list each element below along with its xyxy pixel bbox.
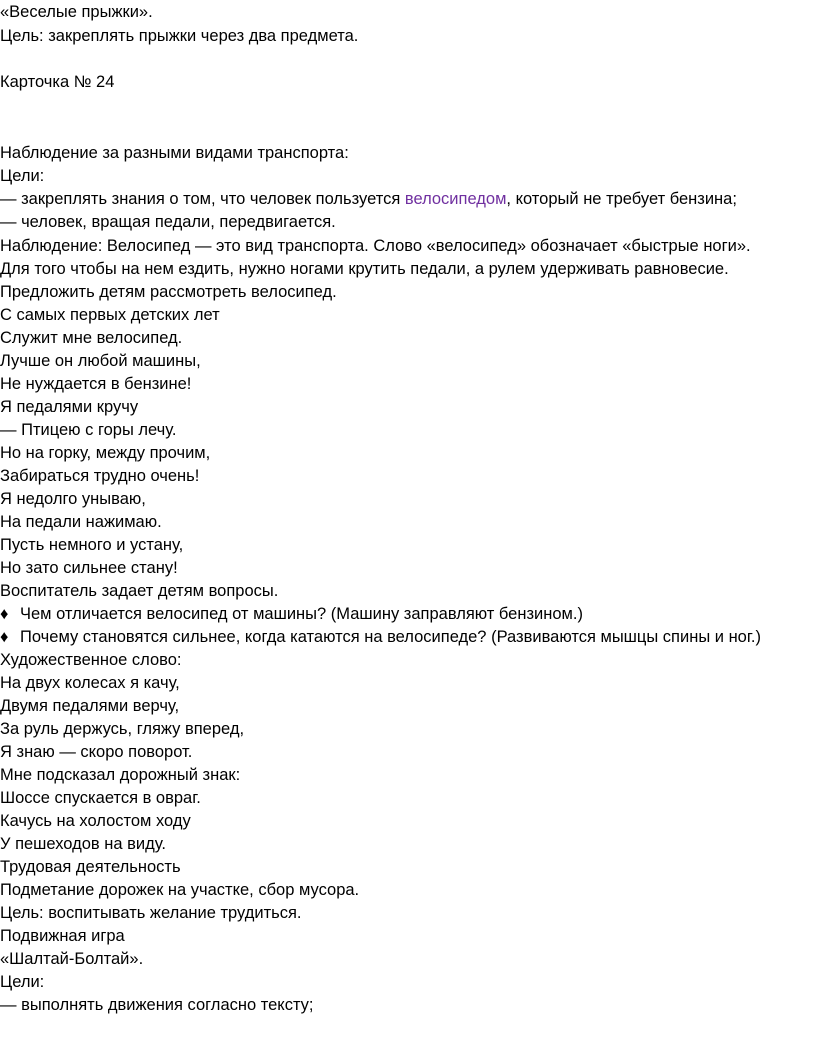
goal-line-1 (0, 189, 737, 211)
poem-line: На педали нажимаю. (0, 513, 162, 531)
poem-line: — Птицею с горы лечу. (0, 421, 177, 439)
poem-line: Я недолго унываю, (0, 490, 146, 508)
labor-text: Подметание дорожек на участке, сбор мусора. (0, 881, 360, 899)
poem-line: Служит мне велосипед. (0, 329, 183, 347)
labor-heading: Трудовая деятельность (0, 858, 181, 876)
poem-line: Но на горку, между прочим, (0, 444, 211, 462)
labor-goal: Цель: воспитывать желание трудиться. (0, 904, 302, 922)
diamond-bullet-icon: ♦ (0, 605, 9, 623)
question-item (0, 627, 761, 649)
question-item (0, 604, 583, 626)
poem-line: Не нуждается в бензине! (0, 375, 192, 393)
outdoor-game-heading: Подвижная игра (0, 927, 125, 945)
game-goal: Цель: закреплять прыжки через два предмета. (0, 27, 359, 45)
poem-line: С самых первых детских лет (0, 306, 220, 324)
poem-line: Мне подсказал дорожный знак: (0, 766, 241, 784)
questions-intro: Воспитатель задает детям вопросы. (0, 582, 279, 600)
artistic-word-heading: Художественное слово: (0, 651, 182, 669)
observation-heading: Наблюдение за разными видами транспорта: (0, 144, 349, 162)
poem-line: Лучше он любой машины, (0, 352, 201, 370)
poem-line: У пешеходов на виду. (0, 835, 166, 853)
poem-line: Но зато сильнее стану! (0, 559, 178, 577)
bicycle-link[interactable]: велосипедом (404, 190, 507, 208)
poem-line: Двумя педалями верчу, (0, 697, 180, 715)
poem-line: Забираться трудно очень! (0, 467, 200, 485)
poem-line: Качусь на холостом ходу (0, 812, 191, 830)
diamond-bullet-icon: ♦ (0, 628, 9, 646)
question-text: Чем отличается велосипед от машины? (Машину заправляют бензином.) (20, 605, 583, 623)
goals-label: Цели: (0, 167, 45, 185)
poem-line: За руль держусь, гляжу вперед, (0, 720, 245, 738)
poem-line: Я знаю — скоро поворот. (0, 743, 193, 761)
outdoor-game-title: «Шалтай-Болтай». (0, 950, 144, 968)
goal-line-1-start: — закреплять знания о том, что человек пользуется (0, 190, 405, 208)
question-text: Почему становятся сильнее, когда катаются на велосипеде? (Развиваются мышцы спины и ног.) (20, 628, 761, 646)
goal-line: — выполнять движения согласно тексту; (0, 996, 314, 1014)
poem-line: На двух колесах я качу, (0, 674, 180, 692)
observation-text-2: Для того чтобы на нем ездить, нужно ногами крутить педали, а рулем удерживать равновесие. (0, 260, 729, 278)
game-title: «Веселые прыжки». (0, 3, 153, 21)
goals-label: Цели: (0, 973, 45, 991)
observation-text-3: Предложить детям рассмотреть велосипед. (0, 283, 337, 301)
observation-text-1: Наблюдение: Велосипед — это вид транспорта. Слово «велосипед» обозначает «быстрые ноги». (0, 237, 751, 255)
poem-line: Я педалями кручу (0, 398, 139, 416)
goal-line-2: — человек, вращая педали, передвигается. (0, 213, 336, 231)
card-number: Карточка № 24 (0, 73, 115, 91)
poem-line: Пусть немного и устану, (0, 536, 184, 554)
poem-line: Шоссе спускается в овраг. (0, 789, 201, 807)
goal-line-1-end: , который не требует бензина; (506, 190, 737, 208)
